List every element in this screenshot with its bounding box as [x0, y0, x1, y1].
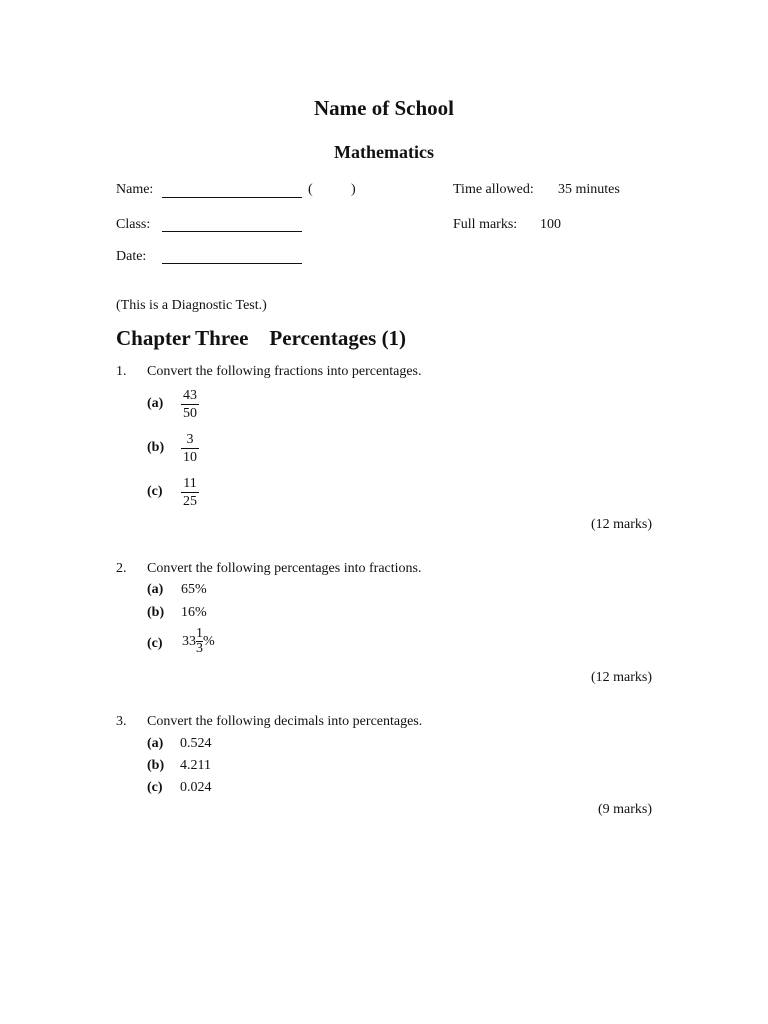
q3-part-c-value: 0.024 — [180, 780, 212, 795]
chapter-title: Chapter Three Percentages (1) — [116, 326, 407, 350]
school-name: Name of School — [314, 96, 454, 120]
q3-part-c-label: (c) — [147, 780, 163, 795]
question-2-number: 2. — [116, 561, 127, 576]
fraction-numerator: 11 — [183, 476, 197, 491]
fraction-denominator: 10 — [183, 450, 197, 465]
question-3-text: Convert the following decimals into percentages. — [147, 714, 423, 729]
q2-part-b-label: (b) — [147, 605, 165, 620]
percent-sign: % — [203, 633, 215, 649]
fraction-denominator: 50 — [183, 406, 197, 421]
fraction-denominator: 25 — [183, 494, 197, 509]
question-1-number: 1. — [116, 364, 127, 379]
q1-part-c-fraction — [181, 475, 199, 510]
q3-part-a-value: 0.524 — [180, 736, 212, 751]
q1-part-a-fraction — [181, 387, 199, 422]
q2-part-a-value: 65% — [181, 582, 207, 597]
q1-part-b-label: (b) — [147, 440, 165, 455]
class-blank — [162, 231, 302, 232]
q2-part-c-mixed-number — [182, 627, 215, 656]
fraction-numerator: 1 — [196, 626, 203, 641]
class-label: Class: — [116, 217, 151, 232]
name-label: Name: — [116, 182, 154, 197]
diagnostic-note: (This is a Diagnostic Test.) — [116, 298, 267, 313]
q3-part-a-label: (a) — [147, 736, 164, 751]
time-allowed-value: 35 minutes — [558, 182, 620, 197]
class-number-close-paren: ) — [351, 182, 356, 197]
name-blank — [162, 197, 302, 198]
q1-part-a-label: (a) — [147, 396, 164, 411]
full-marks-label: Full marks: — [453, 217, 518, 232]
question-1-text: Convert the following fractions into percentages. — [147, 364, 422, 379]
question-2-text: Convert the following percentages into fractions. — [147, 561, 422, 576]
mixed-fraction — [196, 627, 203, 656]
q2-part-a-label: (a) — [147, 582, 164, 597]
q3-part-b-value: 4.211 — [180, 758, 211, 773]
question-3-number: 3. — [116, 714, 127, 729]
q1-part-b-fraction — [181, 431, 199, 466]
fraction-numerator: 3 — [186, 432, 194, 447]
date-blank — [162, 263, 302, 264]
time-allowed-label: Time allowed: — [453, 182, 534, 197]
question-1-marks: (12 marks) — [590, 517, 652, 532]
subject-title: Mathematics — [334, 142, 434, 162]
q3-part-b-label: (b) — [147, 758, 165, 773]
q2-part-b-value: 16% — [181, 605, 207, 620]
question-2-marks: (12 marks) — [590, 670, 652, 685]
q2-part-c-label: (c) — [147, 636, 163, 651]
fraction-denominator: 3 — [196, 641, 203, 656]
mixed-whole: 33 — [182, 633, 196, 649]
question-3-marks: (9 marks) — [597, 802, 652, 817]
fraction-numerator: 43 — [183, 388, 197, 403]
full-marks-value: 100 — [540, 217, 561, 232]
class-number-open-paren: ( — [308, 182, 313, 197]
date-label: Date: — [116, 249, 147, 264]
q1-part-c-label: (c) — [147, 484, 163, 499]
